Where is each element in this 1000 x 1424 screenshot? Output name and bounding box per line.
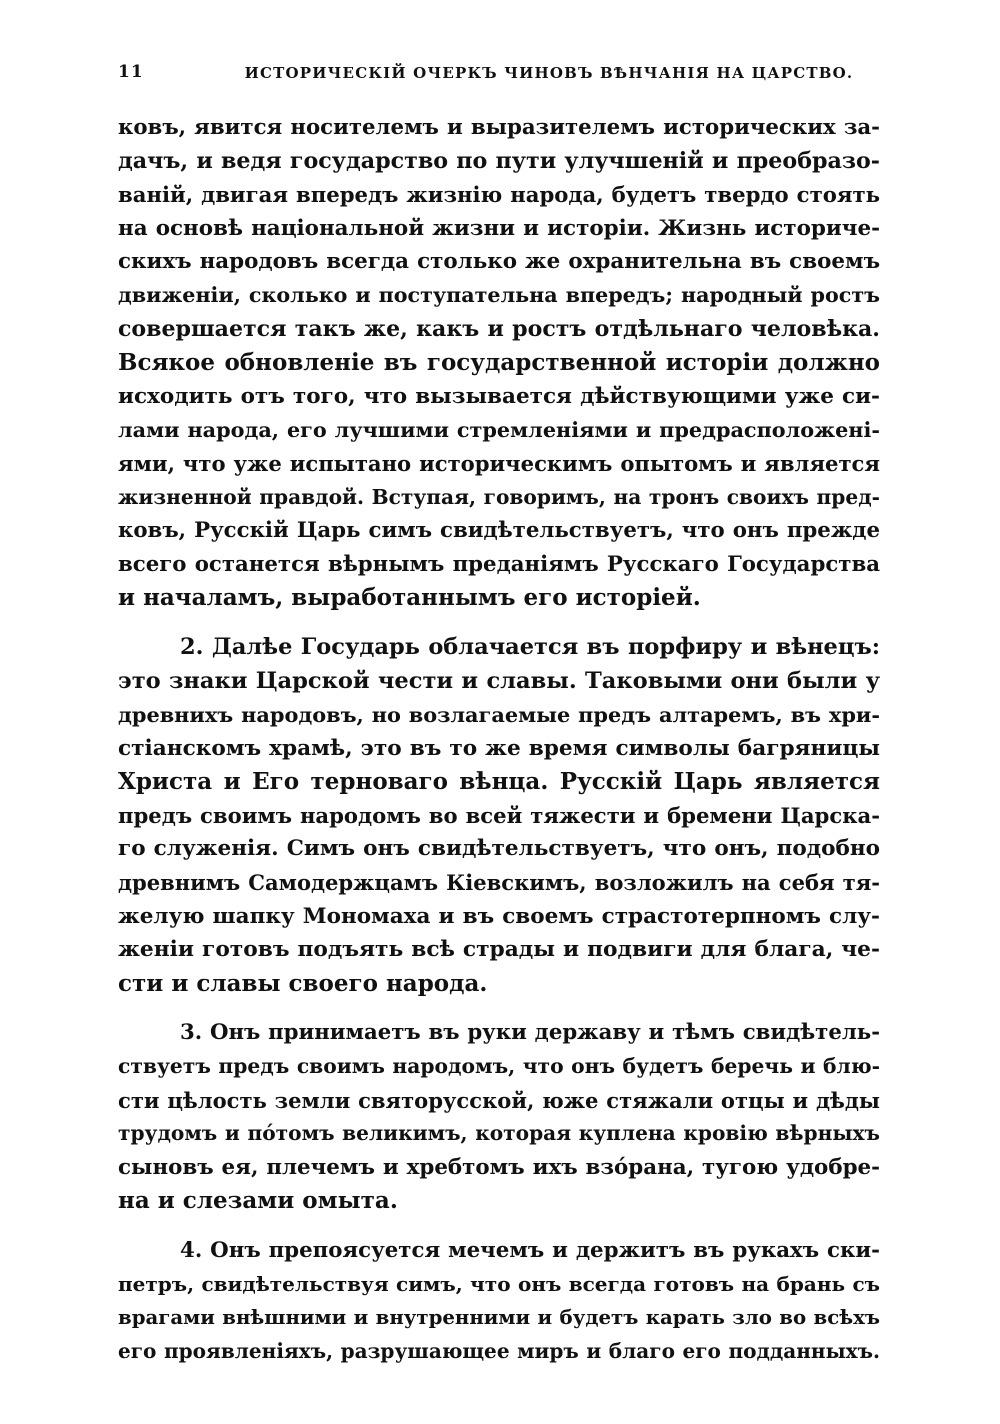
paragraph-4 [118, 1234, 880, 1368]
text-line: жизненной правдой. Вступая, говоримъ, на тронъ своихъ пред- [118, 484, 880, 509]
text-line: и началамъ, выработаннымъ его исторіей. [118, 584, 701, 612]
text-line: стіанскомъ храмѣ, это въ то же время символы багряницы [118, 735, 880, 761]
running-head [118, 58, 880, 88]
paragraph-2 [118, 631, 880, 1001]
text-line: исходить отъ того, что вызывается дѣйствующими уже си- [118, 383, 880, 409]
text-line: дачъ, и ведя государство по пути улучшеній и преобразо- [118, 147, 880, 174]
text-line: Христа и Его терноваго вѣнца. Русскій Царь является [118, 768, 880, 796]
text-line: лами народа, его лучшими стремленіями и предрасположені- [118, 417, 880, 443]
text-line: движеніи, сколько и поступательна впередъ; народный ростъ [118, 282, 880, 307]
text-line: сти и славы своего народа. [118, 969, 488, 997]
text-line: 2. Далѣе Государь облачается въ порфиру и вѣнецъ: [180, 633, 880, 660]
text-line: сти цѣлость земли святорусской, юже стяжали отцы и дѣды [118, 1087, 880, 1113]
text-line: желую шапку Мономаха и въ своемъ страстотерпномъ слу- [118, 903, 880, 929]
paragraph-gap [118, 1000, 880, 1016]
text-line: предъ своимъ народомъ во всей тяжести и бремени Царска- [118, 802, 880, 828]
text-line: женіи готовъ подъять всѣ страды и подвиги для блага, че- [118, 937, 880, 963]
text-line: го служенія. Симъ онъ свидѣтельствуетъ, что онъ, подобно [118, 836, 880, 862]
text-line: ковъ, Русскій Царь симъ свидѣтельствуетъ, что онъ прежде [118, 518, 880, 544]
text-line: трудомъ и пóтомъ великимъ, которая куплена кровію вѣрныхъ [118, 1121, 880, 1146]
text-line: ями, что уже испытано историческимъ опытомъ и является [118, 450, 880, 476]
text-line: это знаки Царской чести и славы. Таковыми они были у [118, 667, 880, 694]
text-line: сыновъ ея, плечемъ и хребтомъ ихъ взóрана, тугою удобре- [118, 1154, 880, 1180]
text-line: 4. Онъ препоясуется мечемъ и держитъ въ рукахъ ски- [180, 1238, 880, 1263]
text-line: на основѣ національной жизни и исторіи. Жизнь историче- [118, 215, 880, 241]
paragraph-gap [118, 1218, 880, 1234]
running-title: ИСТОРИЧЕСКІЙ ОЧЕРКЪ ЧИНОВЪ ВѢНЧАНІЯ НА ЦАРСТВО. [244, 64, 854, 82]
text-line: на и слезами омыта. [118, 1187, 398, 1215]
text-line: Всякое обновленіе въ государственной исторіи должно [118, 349, 880, 377]
text-line: 3. Онъ принимаетъ въ руки державу и тѣмъ свидѣтель- [180, 1020, 880, 1046]
text-line: петръ, свидѣтельствуя симъ, что онъ всегда готовъ на брань съ [118, 1271, 880, 1296]
page-number: 11 [118, 62, 144, 82]
paragraph-1 [118, 111, 880, 615]
text-line: древнимъ Самодержцамъ Кіевскимъ, возложилъ на себя тя- [118, 870, 880, 896]
text-line: врагами внѣшними и внутренними и будетъ карать зло во всѣхъ [118, 1305, 880, 1330]
text-line: ваній, двигая впередъ жизнію народа, будетъ твердо стоять [118, 182, 880, 208]
text-line: ковъ, явится носителемъ и выразителемъ исторических за- [118, 115, 880, 140]
text-line: ствуетъ предъ своимъ народомъ, что онъ будетъ беречь и блю- [118, 1054, 880, 1079]
text-line: его проявленіяхъ, разрушающее миръ и благо его подданныхъ. [118, 1338, 880, 1363]
text-line: совершается такъ же, какъ и ростъ отдѣльнаго человѣка. [118, 315, 880, 342]
paragraph-gap [118, 615, 880, 631]
text-line: скихъ народовъ всегда столько же охранительна въ своемъ [118, 249, 880, 275]
body-text [118, 111, 880, 1368]
text-line: всего останется вѣрнымъ преданіямъ Русскаго Государства [118, 551, 880, 577]
paragraph-3 [118, 1016, 880, 1218]
text-line: древнихъ народовъ, но возлагаемые предъ алтаремъ, въ хри- [118, 702, 880, 728]
